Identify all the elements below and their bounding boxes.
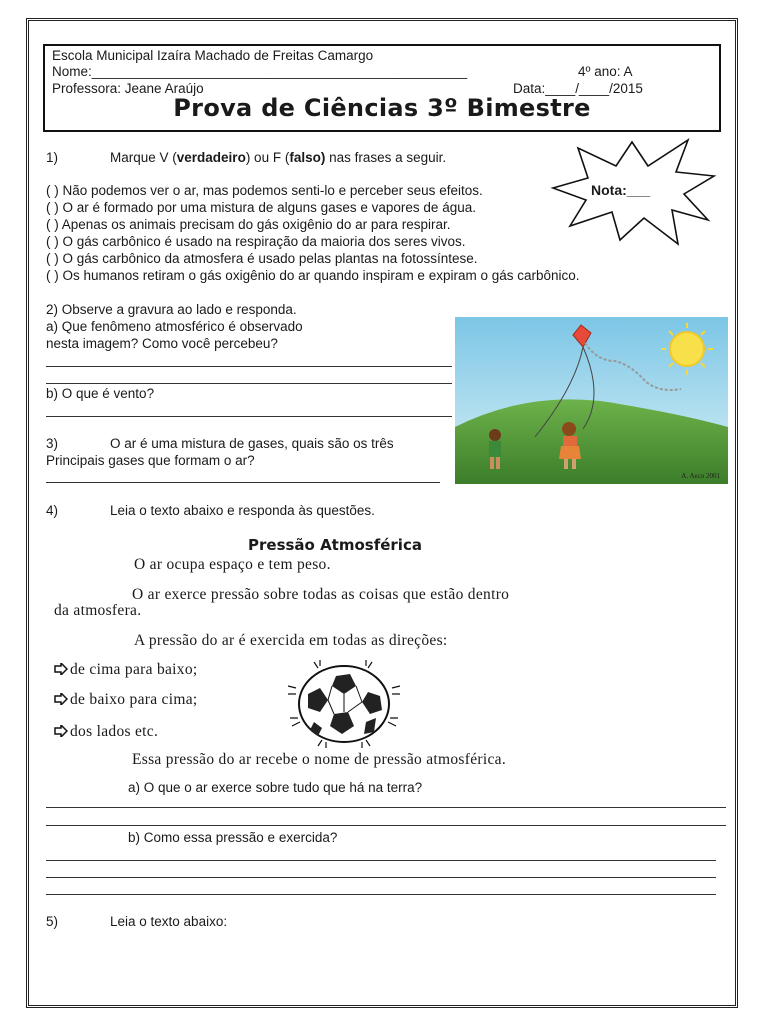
grade-badge: [548, 136, 718, 248]
q1-item-4[interactable]: ( ) O gás carbônico é usado na respiração da maioria dos seres vivos.: [46, 234, 466, 249]
teacher-label: Professora: Jeane Araújo: [52, 81, 204, 96]
answer-line[interactable]: [46, 482, 440, 483]
arrow-right-icon: [54, 663, 68, 675]
answer-line[interactable]: [46, 383, 452, 384]
q4b-question: b) Como essa pressão e exercida?: [128, 830, 338, 845]
direction-item-1: de cima para baixo;: [54, 662, 198, 678]
q2b-label: b) O que é vento?: [46, 386, 155, 401]
soccer-ball-icon: [284, 656, 404, 750]
q2-instruction: 2) Observe a gravura ao lado e responda.: [46, 302, 297, 317]
q3-line1: O ar é uma mistura de gases, quais são os três: [110, 436, 394, 451]
q1-item-2[interactable]: ( ) O ar é formado por uma mistura de alguns gases e vapores de água.: [46, 200, 476, 215]
answer-line[interactable]: [46, 877, 716, 878]
grade-label-text: Nota:___: [591, 182, 651, 198]
school-name: Escola Municipal Izaíra Machado de Freitas Camargo: [52, 48, 374, 63]
answer-line[interactable]: [46, 860, 716, 861]
q2a-line2: nesta imagem? Como você percebeu?: [46, 336, 278, 351]
kite-image: [455, 317, 728, 484]
text-p2b: da atmosfera.: [54, 602, 142, 619]
grade-label: 4º ano: A: [578, 64, 633, 79]
q1-instruction: Marque V (verdadeiro) ou F (falso) nas frases a seguir.: [110, 150, 447, 165]
date-field[interactable]: Data:____/____/2015: [513, 81, 643, 96]
text-p4: Essa pressão do ar recebe o nome de pressão atmosférica.: [132, 751, 507, 768]
direction-item-3: dos lados etc.: [54, 724, 158, 740]
q4-number: 4): [46, 503, 59, 518]
q1-item-6[interactable]: ( ) Os humanos retiram o gás oxigênio do ar quando inspiram e expiram o gás carbônico.: [46, 268, 580, 283]
q4-instruction: Leia o texto abaixo e responda às questões.: [110, 503, 375, 518]
q3-number: 3): [46, 436, 59, 451]
arrow-right-icon: [54, 693, 68, 705]
q3-line2: Principais gases que formam o ar?: [46, 453, 255, 468]
soccer-ball-image: [284, 656, 404, 750]
q5-instruction: Leia o texto abaixo:: [110, 914, 228, 929]
q4a-question: a) O que o ar exerce sobre tudo que há na terra?: [128, 780, 423, 795]
arrow-right-icon: [54, 725, 68, 737]
answer-line[interactable]: [46, 366, 452, 367]
image-signature: A. Aeco 2001: [681, 472, 720, 480]
page-title: Prova de Ciências 3º Bimestre: [173, 94, 591, 122]
name-field[interactable]: Nome:__________________________________________________: [52, 64, 468, 79]
q5-number: 5): [46, 914, 59, 929]
answer-line[interactable]: [46, 894, 716, 895]
q1-number: 1): [46, 150, 59, 165]
q1-item-3[interactable]: ( ) Apenas os animais precisam do gás oxigênio do ar para respirar.: [46, 217, 451, 232]
answer-line[interactable]: [46, 825, 726, 826]
q1-item-1[interactable]: ( ) Não podemos ver o ar, mas podemos senti-lo e perceber seus efeitos.: [46, 183, 483, 198]
text-p3: A pressão do ar é exercida em todas as direções:: [134, 632, 448, 649]
text-p2a: O ar exerce pressão sobre todas as coisas que estão dentro: [132, 586, 510, 603]
q2a-line1: a) Que fenômeno atmosférico é observado: [46, 319, 303, 334]
q1-item-5[interactable]: ( ) O gás carbônico da atmosfera é usado pelas plantas na fotossíntese.: [46, 251, 478, 266]
answer-line[interactable]: [46, 416, 452, 417]
header-box: [43, 44, 721, 132]
text-p1: O ar ocupa espaço e tem peso.: [134, 556, 331, 573]
direction-item-2: de baixo para cima;: [54, 692, 198, 708]
kite-illustration-icon: [455, 317, 728, 484]
text-title: Pressão Atmosférica: [248, 536, 422, 554]
answer-line[interactable]: [46, 807, 726, 808]
